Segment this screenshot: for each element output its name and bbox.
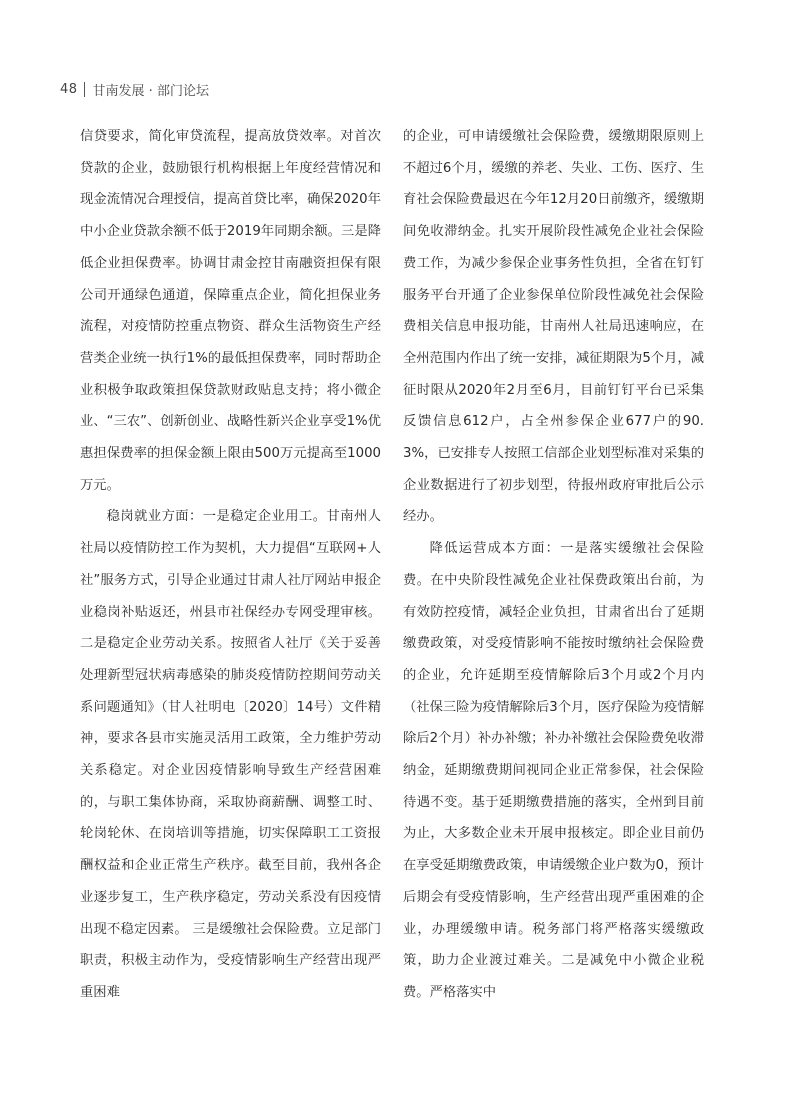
page-number: 48 — [60, 81, 78, 97]
section-title: 甘南发展 · 部门论坛 — [92, 83, 209, 99]
header-divider — [84, 82, 85, 97]
page-header — [60, 78, 209, 100]
right-column — [403, 121, 704, 1009]
left-column — [80, 121, 381, 1009]
right-paragraph-2: 降低运营成本方面：一是落实缓缴社会保险费。在中央阶段性减免企业社保费政策出台前，为有效防控疫情，减轻企业负担，甘肃省出台了延期缴费政策，对受疫情影响不能按时缴纳社会保险费的企业，允许延期至疫情解除后3个月或2个月内（社保三险为疫情解除后3个月，医疗保险为疫情解除后2个月）补办补缴；补办补缴社会保险费免收滞纳金，延期缴费期间视同企业正常参保，社会保险待遇不变。基于延期缴费措施的落实，全州到目前为止，大多数企业未开展申报核定。即企业目前仍在享受延期缴费政策，申请缓缴企业户数为0，预计后期会有受疫情影响，生产经营出现严重困难的企业，办理缓缴申请。税务部门将严格落实缓缴政策，助力企业渡过难关。二是减免中小微企业税费。严格落实中 — [403, 541, 704, 1000]
right-paragraph-1: 的企业，可申请缓缴社会保险费，缓缴期限原则上不超过6个月，缓缴的养老、失业、工伤、医疗、生育社会保险费最迟在今年12月20日前缴齐，缓缴期间免收滞纳金。扎实开展阶段性减免企业社会保险费工作，为减少参保企业事务性负担，全省在钉钉服务平台开通了企业参保单位阶段性减免社会保险费相关信息申报功能，甘南州人社局迅速响应，在全州范围内作出了统一安排，减征期限为5个月，减征时限从2020年2月至6月，目前钉钉平台已采集反馈信息612户，占全州参保企业677户的90.3%，已安排专人按照工信部企业划型标准对采集的企业数据进行了初步划型，待报州政府审批后公示经办。 — [403, 129, 704, 525]
left-paragraph-2: 稳岗就业方面：一是稳定企业用工。甘南州人社局以疫情防控工作为契机，大力提倡“互联网+人社”服务方式，引导企业通过甘肃人社厅网站申报企业稳岗补贴返还，州县市社保经办专网受理审核。二是稳定企业劳动关系。按照省人社厅《关于妥善处理新型冠状病毒感染的肺炎疫情防控期间劳动关系问题通知》（甘人社明电〔2020〕14号）文件精神，要求各县市实施灵活用工政策，全力维护劳动关系稳定。对企业因疫情影响导致生产经营困难的，与职工集体协商，采取协商薪酬、调整工时、轮岗轮休、在岗培训等措施，切实保障职工工资报酬权益和企业正常生产秩序。截至目前，我州各企业逐步复工，生产秩序稳定，劳动关系没有因疫情出现不稳定因素。 三是缓缴社会保险费。立足部门职责，积极主动作为，受疫情影响生产经营出现严重困难 — [80, 509, 381, 1000]
left-paragraph-1: 信贷要求，简化审贷流程，提高放贷效率。对首次贷款的企业，鼓励银行机构根据上年度经营情况和现金流情况合理授信，提高首贷比率，确保2020年中小企业贷款余额不低于2019年同期余额。三是降低企业担保费率。协调甘肃金控甘南融资担保有限公司开通绿色通道，保障重点企业，简化担保业务流程，对疫情防控重点物资、群众生活物资生产经营类企业统一执行1%的最低担保费率，同时帮助企业积极争取政策担保贷款财政贴息支持；将小微企业、“三农”、创新创业、战略性新兴企业享受1%优惠担保费率的担保金额上限由500万元提高至1000万元。 — [80, 129, 381, 493]
